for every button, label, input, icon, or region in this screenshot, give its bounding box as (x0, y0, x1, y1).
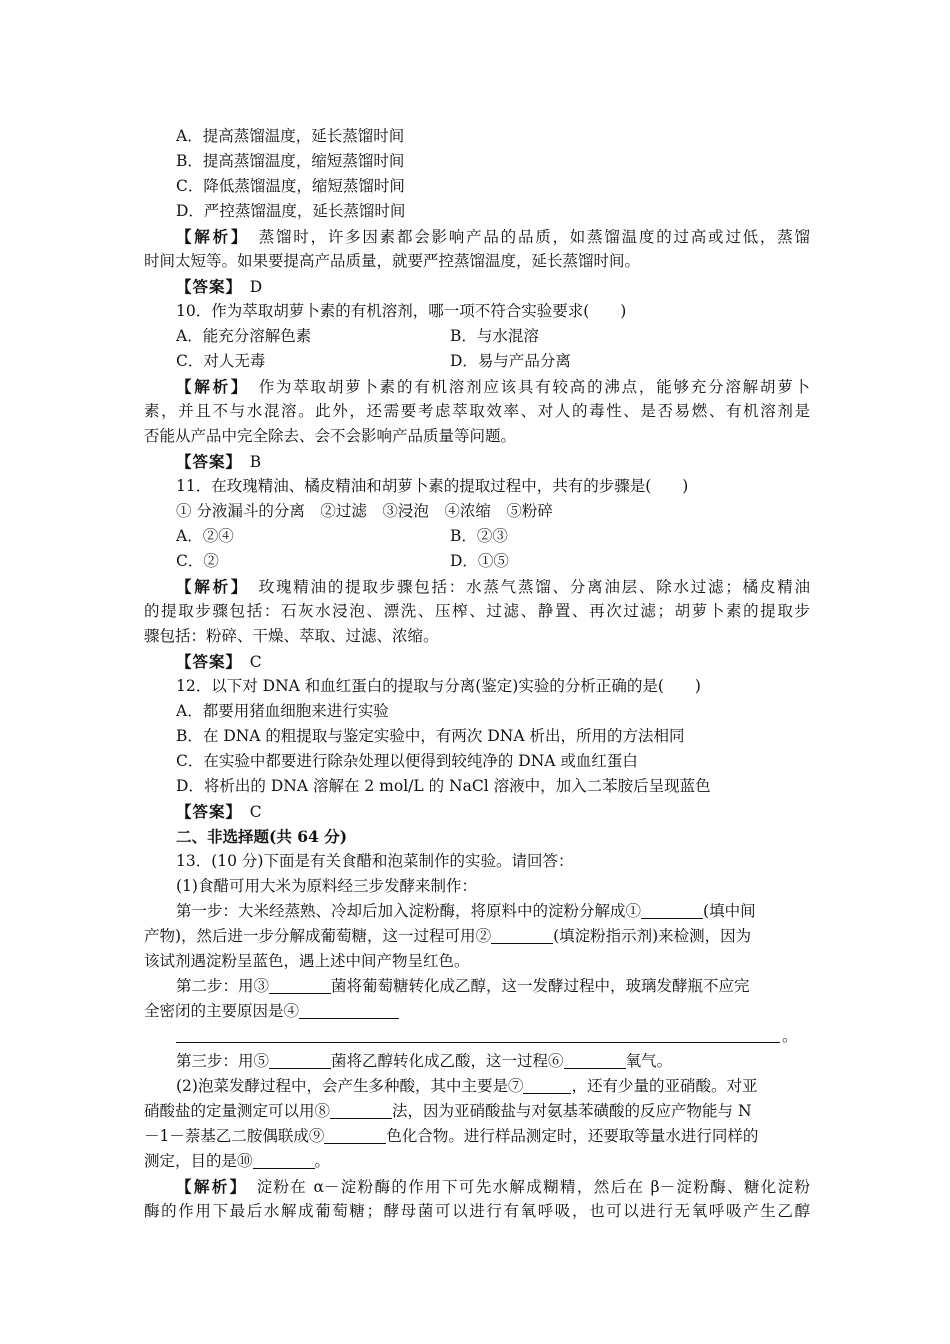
fill-blank[interactable] (269, 977, 331, 994)
q13-step2-line2: 全密闭的主要原因是④ (144, 999, 810, 1024)
q13-step2-blank-line: 。 (144, 1024, 810, 1049)
answer-value: B (249, 453, 262, 471)
fill-blank[interactable] (324, 1127, 386, 1144)
q9-analysis-line1: 【解析】 蒸馏时，许多因素都会影响产品的品质，如蒸馏温度的过高或过低，蒸馏 (176, 227, 810, 246)
q9-option-b: B．提高蒸馏温度，缩短蒸馏时间 (176, 152, 405, 170)
answer-label: 【答案】 (176, 652, 235, 671)
q12-option-d: D．将析出的 DNA 溶解在 2 mol/L 的 NaCl 溶液中，加入二苯胺后呈现蓝色 (176, 777, 711, 795)
blank-number: ⑧ (314, 1102, 331, 1120)
q13-analysis-line2: 酶的作用下最后水解成葡萄糖；酵母菌可以进行有氧呼吸，也可以进行无氧呼吸产生乙醇 (144, 1202, 810, 1220)
q13-analysis-line1: 【解析】 淀粉在 α－淀粉酶的作用下可先水解成糊精，然后在 β－淀粉酶、糖化淀粉 (176, 1177, 810, 1196)
q10-option-b: B．与水混溶 (450, 327, 539, 345)
q12-option-b: B．在 DNA 的粗提取与鉴定实验中，有两次 DNA 析出，所用的方法相同 (176, 727, 685, 745)
q13-stem: 13．(10 分)下面是有关食醋和泡菜制作的实验。请回答： (176, 852, 574, 870)
answer-value: D (249, 278, 263, 296)
answer-value: C (249, 653, 262, 671)
q9-option-c: C．降低蒸馏温度，缩短蒸馏时间 (176, 177, 405, 195)
q13-part2-line4: 测定，目的是⑩ 。 (144, 1152, 331, 1170)
fill-blank[interactable] (523, 1077, 571, 1094)
answer-value: C (249, 803, 262, 821)
answer-label: 【答案】 (176, 277, 235, 296)
q13-step1-line1: 第一步：大米经蒸熟、冷却后加入淀粉酶，将原料中的淀粉分解成① (填中间 (176, 902, 756, 920)
q11-option-c: C．② (176, 552, 219, 570)
fill-blank[interactable] (299, 1002, 399, 1019)
q11-analysis-line2: 的提取步骤包括：石灰水浸泡、漂洗、压榨、过滤、静置、再次过滤；胡萝卜素的提取步 (144, 602, 810, 620)
fill-blank[interactable] (269, 1052, 331, 1069)
blank-number: ④ (283, 1002, 300, 1020)
q11-answer (144, 649, 810, 674)
q9-answer (144, 274, 810, 299)
q11-options-row2 (144, 549, 810, 574)
blank-number: ⑤ (253, 1052, 270, 1070)
q11-options-row1 (144, 524, 810, 549)
q13-part1-intro: (1)食醋可用大米为原料经三步发酵来制作： (176, 877, 477, 895)
q9-option-a: A．提高蒸馏温度，延长蒸馏时间 (176, 127, 405, 145)
q10-analysis-line3: 否能从产品中完全除去、会不会影响产品质量等问题。 (144, 427, 517, 445)
q10-stem: 10．作为萃取胡萝卜素的有机溶剂，哪一项不符合实验要求( ) (176, 302, 627, 320)
blank-number: ⑩ (237, 1152, 253, 1170)
q13-step1-line3: 该试剂遇淀粉呈蓝色，遇上述中间产物呈红色。 (144, 952, 470, 970)
q13-part2-line1: (2)泡菜发酵过程中，会产生多种酸，其中主要是⑦ ，还有少量的亚硝酸。对亚 (176, 1077, 758, 1095)
q9-option-d: D．严控蒸馏温度，延长蒸馏时间 (176, 202, 406, 220)
q10-option-c: C．对人无毒 (176, 352, 266, 370)
q11-option-a: A．②④ (176, 527, 234, 545)
q11-stem: 11．在玫瑰精油、橘皮精油和胡萝卜素的提取过程中，共有的步骤是( ) (176, 477, 689, 495)
analysis-label: 【解析】 (176, 227, 242, 246)
analysis-label: 【解析】 (176, 377, 242, 396)
fill-blank[interactable] (491, 927, 553, 944)
analysis-label: 【解析】 (176, 1177, 240, 1196)
q10-options-row2 (144, 349, 810, 374)
q11-option-d: D．①⑤ (450, 552, 509, 570)
q12-stem: 12．以下对 DNA 和血红蛋白的提取与分离(鉴定)实验的分析正确的是( ) (176, 677, 701, 695)
q11-steps: ① 分液漏斗的分离 ②过滤 ③浸泡 ④浓缩 ⑤粉碎 (176, 502, 553, 520)
q10-options-row1 (144, 324, 810, 349)
q12-option-a: A．都要用猪血细胞来进行实验 (176, 702, 389, 720)
blank-number: ⑦ (507, 1077, 524, 1095)
answer-label: 【答案】 (176, 452, 235, 471)
q12-answer (144, 799, 810, 824)
q12-option-c: C．在实验中都要进行除杂处理以便得到较纯净的 DNA 或血红蛋白 (176, 752, 638, 770)
q10-option-a: A．能充分溶解色素 (176, 327, 312, 345)
fill-blank[interactable] (564, 1052, 626, 1069)
analysis-label: 【解析】 (176, 577, 242, 596)
blank-number: ① (625, 902, 642, 920)
q10-analysis-line2: 素，并且不与水混溶。此外，还需要考虑萃取效率、对人的毒性、是否易燃、有机溶剂是 (144, 402, 810, 420)
q13-step2-line1: 第二步：用③ 菌将葡萄糖转化成乙醇，这一发酵过程中，玻璃发酵瓶不应完 (176, 977, 750, 995)
blank-number: ③ (253, 977, 270, 995)
q13-part2-line2: 硝酸盐的定量测定可以用⑧ 法，因为亚硝酸盐与对氨基苯磺酸的反应产物能与 N (144, 1102, 752, 1120)
section-heading: 二、非选择题(共 64 分) (176, 827, 348, 846)
q11-analysis-line3: 骤包括：粉碎、干燥、萃取、过滤、浓缩。 (144, 627, 439, 645)
fill-blank[interactable] (176, 1042, 780, 1043)
document-page (144, 124, 810, 1224)
fill-blank[interactable] (330, 1102, 392, 1119)
answer-label: 【答案】 (176, 802, 235, 821)
q10-answer (144, 449, 810, 474)
q13-step3-line: 第三步：用⑤ 菌将乙醇转化成乙酸，这一过程⑥ 氧气。 (176, 1052, 673, 1070)
q11-analysis-line1: 【解析】 玫瑰精油的提取步骤包括：水蒸气蒸馏、分离油层、除水过滤；橘皮精油 (176, 577, 810, 596)
q13-step1-line2: 产物)，然后进一步分解成葡萄糖，这一过程可用② (填淀粉指示剂)来检测，因为 (144, 927, 752, 945)
fill-blank[interactable] (641, 902, 703, 919)
q10-option-d: D．易与产品分离 (450, 352, 571, 370)
q9-analysis-line2: 时间太短等。如果要提高产品质量，就要严控蒸馏温度，延长蒸馏时间。 (144, 252, 641, 270)
fill-blank[interactable] (253, 1152, 315, 1169)
q11-option-b: B．②③ (450, 527, 508, 545)
blank-number: ⑨ (308, 1127, 325, 1145)
q13-part2-line3: －1－萘基乙二胺偶联成⑨ 色化合物。进行样品测定时，还要取等量水进行同样的 (144, 1127, 759, 1145)
q10-analysis-line1: 【解析】 作为萃取胡萝卜素的有机溶剂应该具有较高的沸点，能够充分溶解胡萝卜 (176, 377, 810, 396)
blank-number: ⑥ (548, 1052, 564, 1070)
blank-number: ② (475, 927, 492, 945)
